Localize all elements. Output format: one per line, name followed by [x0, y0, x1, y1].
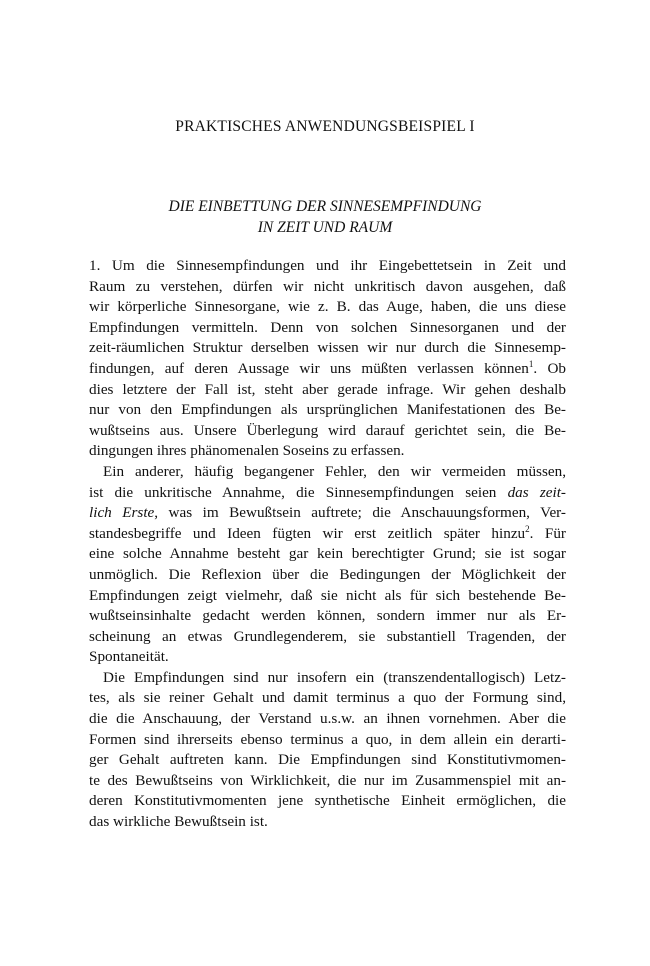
chapter-title	[0, 196, 650, 238]
section-heading: PRAKTISCHES ANWENDUNGSBEISPIEL I	[175, 118, 475, 135]
text-line: das wirkliche Bewußtsein ist.	[89, 813, 268, 831]
text-line: wußtseins aus. Unsere Überlegung wird darauf gerichtet sein, die Be-	[89, 421, 566, 439]
text-line: ger Gehalt auftreten kann. Die Empfindungen sind Konstitutivmomen-	[89, 751, 566, 769]
text-line: Spontaneität.	[89, 648, 169, 666]
text-line: dingungen ihres phänomenalen Soseins zu erfassen.	[89, 442, 405, 460]
italic-emphasis: das zeit-	[507, 483, 566, 501]
paragraph-3	[89, 668, 566, 833]
text-line: 1. Um die Sinnesempfindungen und ihr Eingebettetsein in Zeit und	[89, 257, 566, 274]
footnote-marker-2: 2	[525, 523, 530, 534]
footnote-marker-1: 1	[528, 358, 534, 369]
text-line	[89, 503, 566, 524]
text-line: Raum zu verstehen, dürfen wir nicht unkritisch davon ausgehen, daß	[89, 277, 566, 295]
text-line: unmöglich. Die Reflexion über die Bedingungen der Möglichkeit der	[89, 565, 566, 583]
body-text	[89, 256, 566, 833]
text-line: te des Bewußtseins von Wirklichkeit, die nur im Zusammenspiel mit an-	[89, 771, 566, 789]
text-segment: ist die unkritische Annahme, die Sinnesempfindungen seien	[89, 483, 508, 501]
text-line: deren Konstitutivmomenten jene synthetische Einheit ermöglichen, die	[89, 792, 566, 810]
text-segment: , was im Bewußtsein auftrete; die Anschauungsformen, Ver-	[154, 504, 566, 522]
text-line: eine solche Annahme besteht gar kein berechtigter Grund; sie ist sogar	[89, 545, 566, 563]
text-segment: . Ob	[533, 359, 567, 377]
paragraph-1	[89, 256, 566, 462]
text-segment: findungen, auf deren Aussage wir uns müßten verlassen können	[89, 359, 529, 377]
italic-emphasis: lich Erste	[89, 504, 155, 522]
chapter-title-line-1: DIE EINBETTUNG DER SINNESEMPFINDUNG	[168, 198, 482, 215]
text-line: Ein anderer, häufig begangener Fehler, den wir vermeiden müssen,	[103, 462, 566, 480]
text-line: Formen sind ihrerseits ebenso terminus a quo, in dem allein ein derarti-	[89, 730, 566, 748]
chapter-title-line-2: IN ZEIT UND RAUM	[257, 219, 393, 236]
text-line: Die Empfindungen sind nur insofern ein (transzendentallogisch) Letz-	[103, 668, 566, 686]
text-line	[89, 483, 566, 504]
paragraph-2	[89, 462, 566, 668]
text-line: Empfindungen vermitteln. Denn von solchen Sinnesorganen und der	[89, 318, 566, 336]
text-line: nur von den Empfindungen als ursprünglichen Manifestationen des Be-	[89, 401, 566, 419]
text-line: Empfindungen zeigt vielmehr, daß sie nicht als für sich bestehende Be-	[89, 586, 566, 604]
text-line: dies letztere der Fall ist, steht aber gerade infrage. Wir gehen deshalb	[89, 380, 566, 398]
text-line: wußtseinsinhalte gedacht werden können, sondern immer nur als Er-	[89, 607, 566, 625]
text-line	[89, 524, 566, 545]
text-segment: . Für	[529, 524, 566, 542]
text-line: scheinung an etwas Grundlegenderem, sie substantiell Tragenden, der	[89, 627, 566, 645]
text-line: die die Anschauung, der Verstand u.s.w. an ihnen vornehmen. Aber die	[89, 710, 566, 728]
text-line	[89, 359, 566, 380]
text-line: wir körperliche Sinnesorgane, wie z. B. das Auge, haben, die uns diese	[89, 298, 566, 316]
text-line: zeit-räumlichen Struktur derselben wissen wir nur durch die Sinnesemp-	[89, 339, 566, 357]
text-segment: standesbegriffe und Ideen fügten wir erst zeitlich später hinzu	[89, 524, 526, 542]
text-line: tes, als sie reiner Gehalt und damit terminus a quo der Formung sind,	[89, 689, 566, 707]
